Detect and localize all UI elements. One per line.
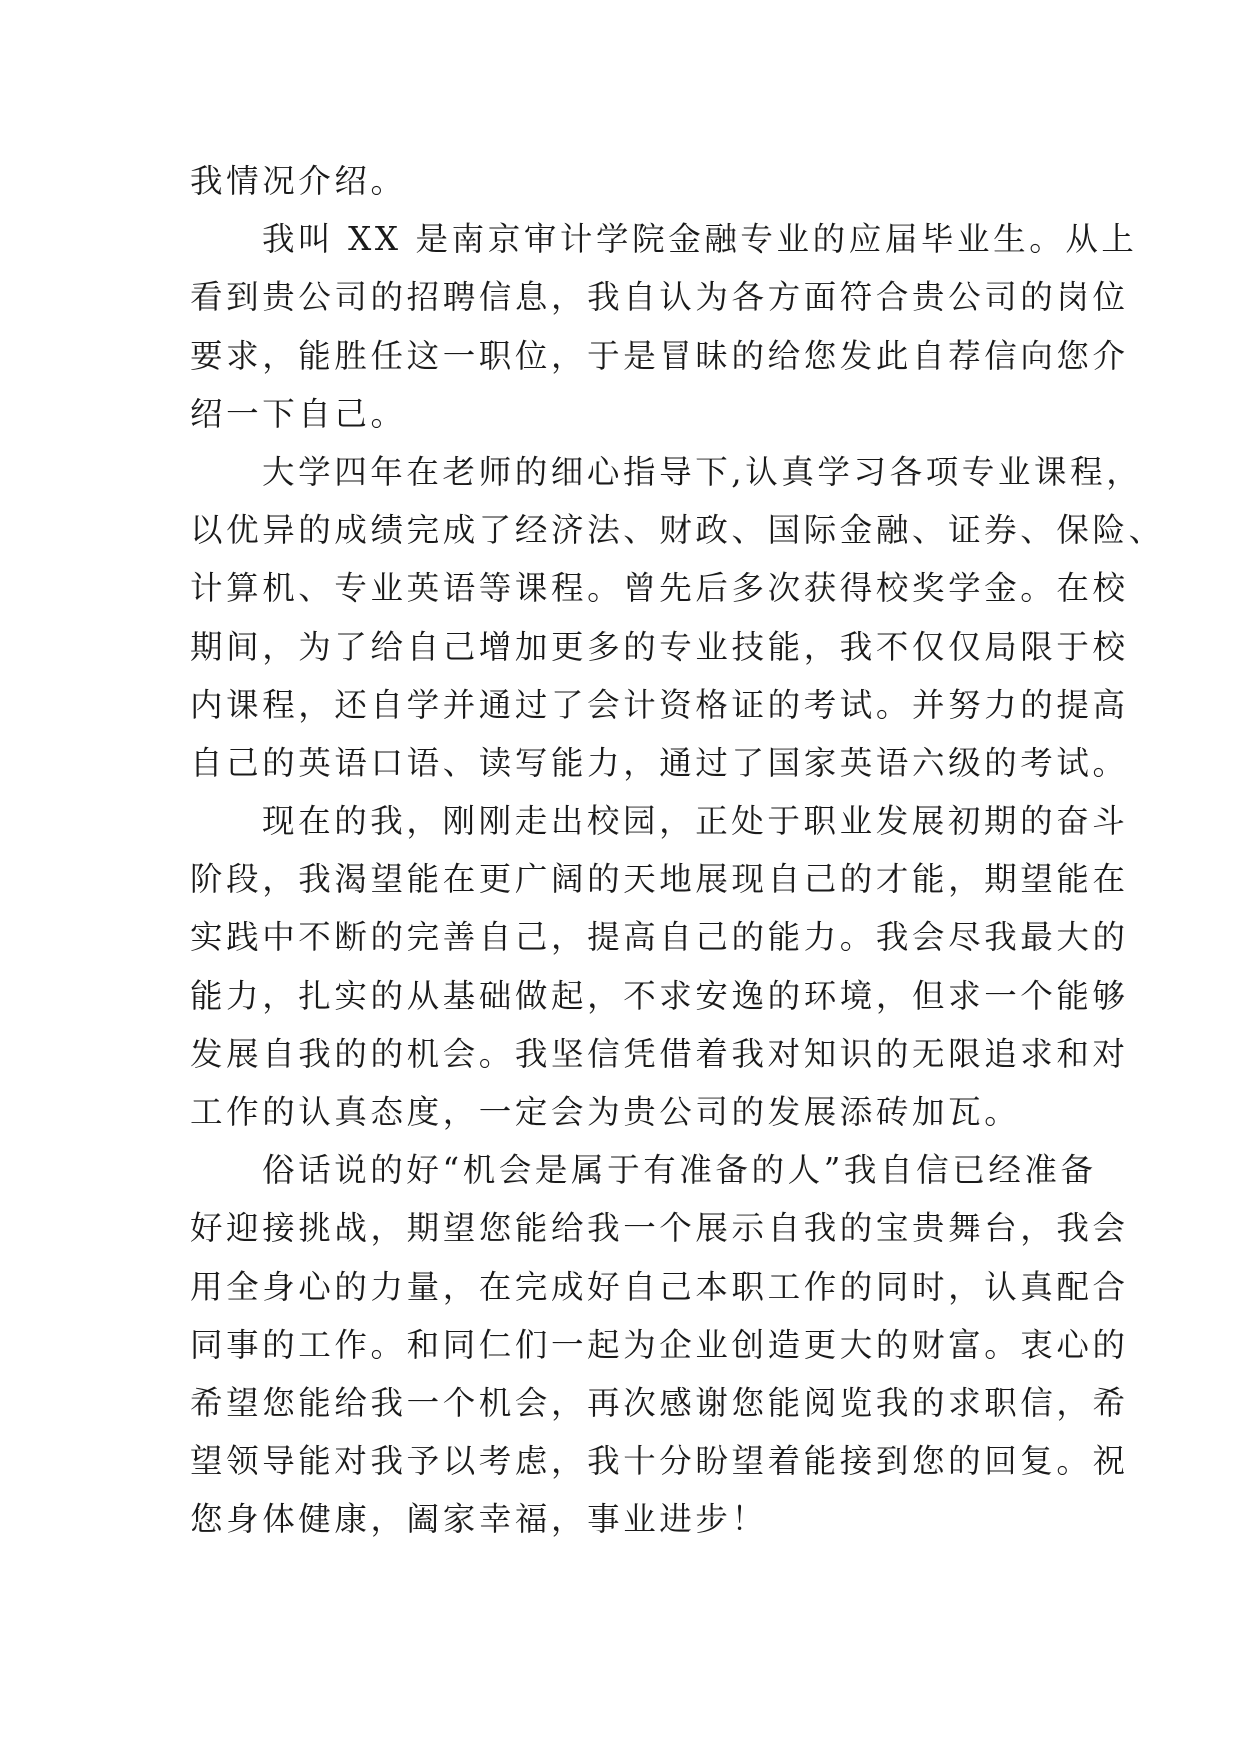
text-line: 您身体健康，阖家幸福，事业进步！	[190, 1500, 768, 1539]
text-line: 看到贵公司的招聘信息，我自认为各方面符合贵公司的岗位	[190, 278, 1129, 317]
text-line: 内课程，还自学并通过了会计资格证的考试。并努力的提高	[190, 685, 1129, 724]
text-line: 期间，为了给自己增加更多的专业技能，我不仅仅局限于校	[190, 627, 1129, 666]
text-line: 要求，能胜任这一职位，于是冒昧的给您发此自荐信向您介	[190, 336, 1129, 375]
text-line: 大学四年在老师的细心指导下,认真学习各项专业课程，	[262, 452, 1143, 491]
letter-body	[190, 152, 1165, 1549]
text-line: 能力，扎实的从基础做起，不求安逸的环境，但求一个能够	[190, 976, 1129, 1015]
text-line: 以优异的成绩完成了经济法、财政、国际金融、证券、保险、	[190, 511, 1165, 550]
text-line: 发展自我的的机会。我坚信凭借着我对知识的无限追求和对	[190, 1034, 1129, 1073]
text-line: 我情况介绍。	[190, 162, 407, 200]
text-line: 用全身心的力量，在完成好自己本职工作的同时，认真配合	[190, 1267, 1129, 1306]
text-line: 好迎接挑战，期望您能给我一个展示自我的宝贵舞台，我会	[190, 1209, 1129, 1248]
text-line: 希望您能给我一个机会，再次感谢您能阅览我的求职信，希	[190, 1383, 1129, 1422]
text-line: 同事的工作。和同仁们一起为企业创造更大的财富。衷心的	[190, 1325, 1129, 1364]
text-line: 自己的英语口语、读写能力，通过了国家英语六级的考试。	[190, 743, 1129, 782]
text-line: 工作的认真态度，一定会为贵公司的发展添砖加瓦。	[190, 1093, 1021, 1131]
text-line: 实践中不断的完善自己，提高自己的能力。我会尽我最大的	[190, 918, 1129, 957]
text-line: 阶段，我渴望能在更广阔的天地展现自己的才能，期望能在	[190, 860, 1129, 899]
text-line: 我叫 XX 是南京审计学院金融专业的应届毕业生。从上	[262, 220, 1138, 259]
text-line: 望领导能对我予以考虑，我十分盼望着能接到您的回复。祝	[190, 1442, 1129, 1481]
text-line: 俗话说的好“机会是属于有准备的人”我自信已经准备	[262, 1151, 1097, 1190]
text-line: 现在的我，刚刚走出校园，正处于职业发展初期的奋斗	[262, 802, 1129, 841]
text-line: 计算机、专业英语等课程。曾先后多次获得校奖学金。在校	[190, 569, 1129, 608]
text-line: 绍一下自己。	[190, 394, 407, 433]
